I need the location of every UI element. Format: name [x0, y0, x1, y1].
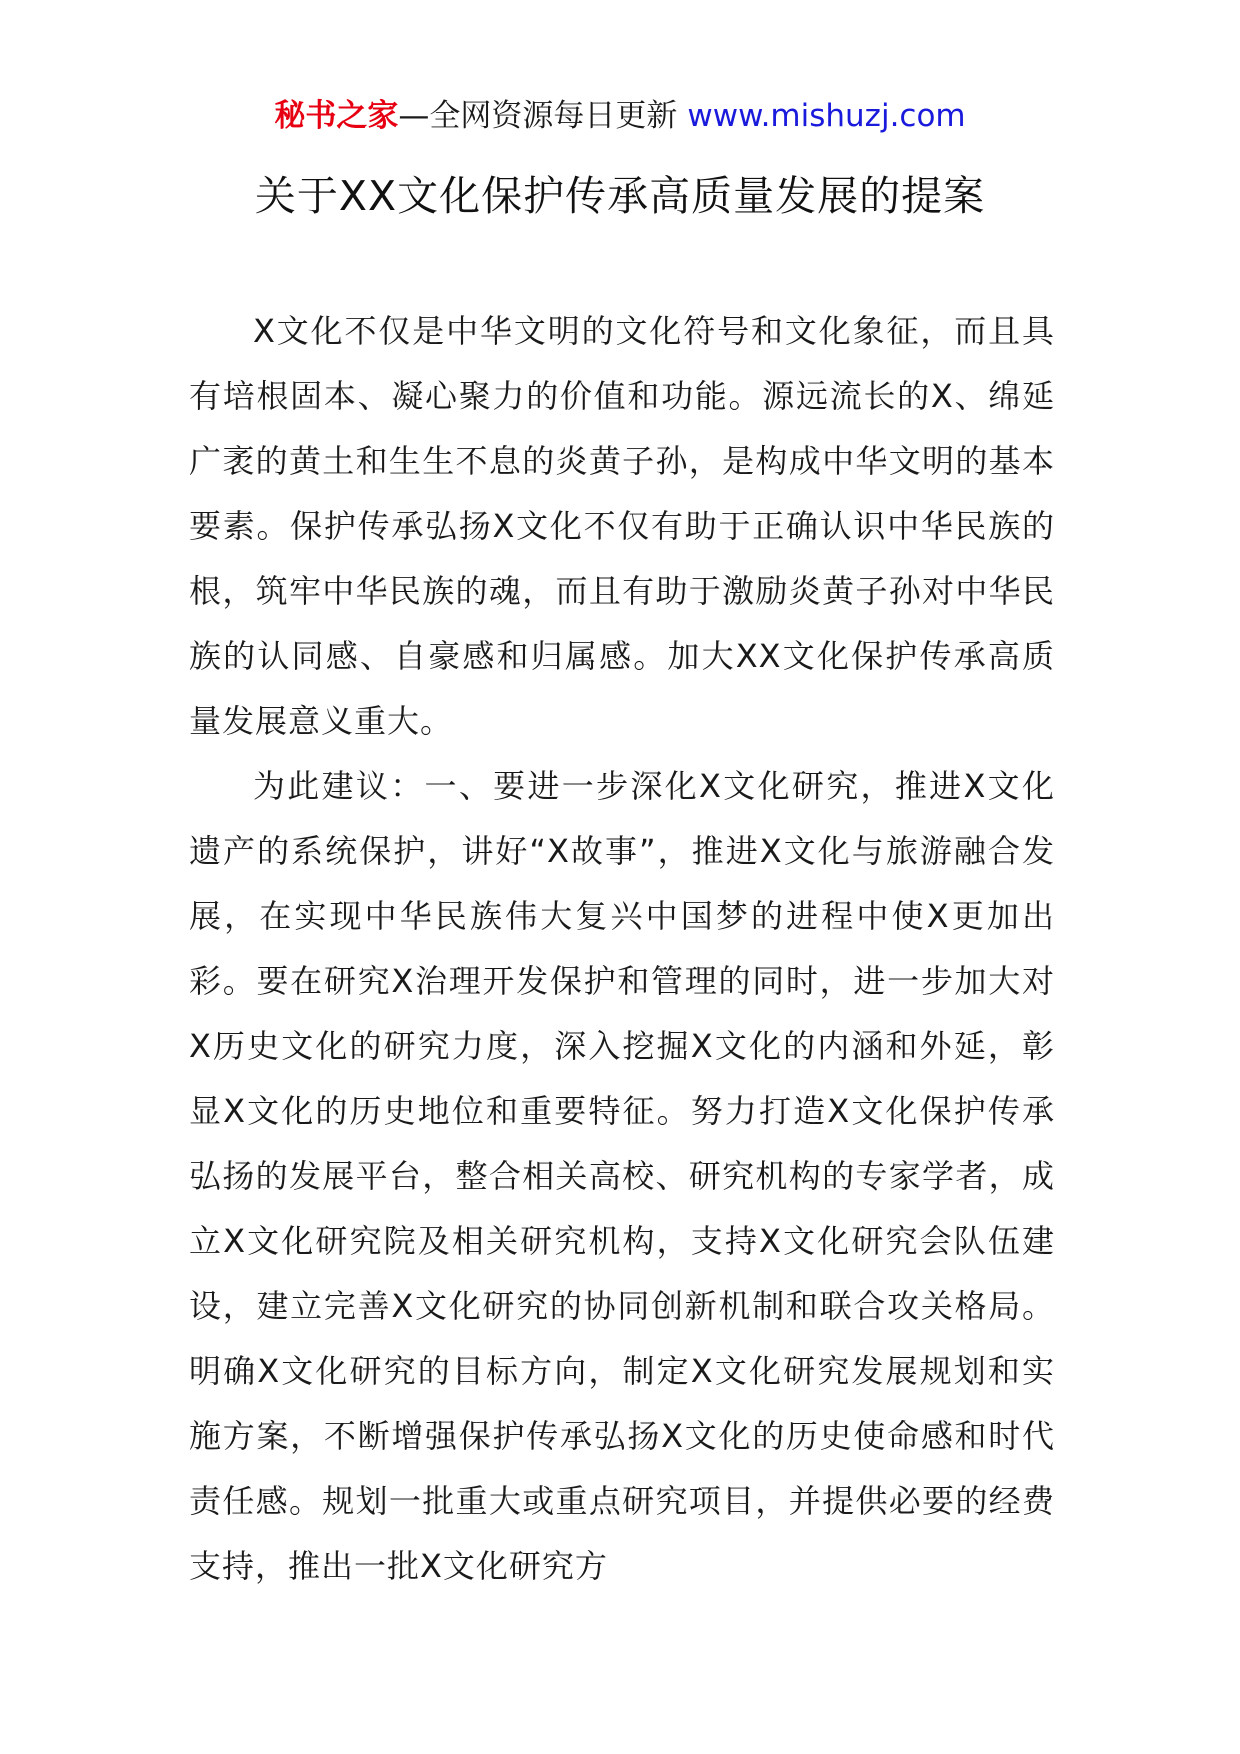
paragraph-intro: X文化不仅是中华文明的文化符号和文化象征，而且具有培根固本、凝心聚力的价值和功能。源远流长的X、绵延广袤的黄土和生生不息的炎黄子孙，是构成中华文明的基本要素。保护传承弘扬X文化不仅有助于正确认识中华民族的根，筑牢中华民族的魂，而且有助于激励炎黄子孙对中华民族的认同感、自豪感和归属感。加大XX文化保护传承高质量发展意义重大。 [189, 312, 1055, 740]
paragraph-suggestions: 为此建议：一、要进一步深化X文化研究，推进X文化遗产的系统保护，讲好“X故事”，推进X文化与旅游融合发展，在实现中华民族伟大复兴中国梦的进程中使X更加出彩。要在研究X治理开发保护和管理的同时，进一步加大对X历史文化的研究力度，深入挖掘X文化的内涵和外延，彰显X文化的历史地位和重要特征。努力打造X文化保护传承弘扬的发展平台，整合相关高校、研究机构的专家学者，成立X文化研究院及相关研究机构，支持X文化研究会队伍建设，建立完善X文化研究的协同创新机制和联合攻关格局。明确X文化研究的目标方向，制定X文化研究发展规划和实施方案，不断增强保护传承弘扬X文化的历史使命感和时代责任感。规划一批重大或重点研究项目，并提供必要的经费支持，推出一批X文化研究方 [189, 767, 1055, 1585]
brand-name: 秘书之家 [274, 98, 399, 134]
header-slogan: —全网资源每日更新 [398, 98, 678, 134]
site-header [0, 93, 1240, 139]
document-title: 关于XX文化保护传承高质量发展的提案 [254, 172, 986, 220]
site-url-link[interactable]: www.mishuzj.com [687, 98, 966, 134]
document-body [189, 299, 1055, 1599]
